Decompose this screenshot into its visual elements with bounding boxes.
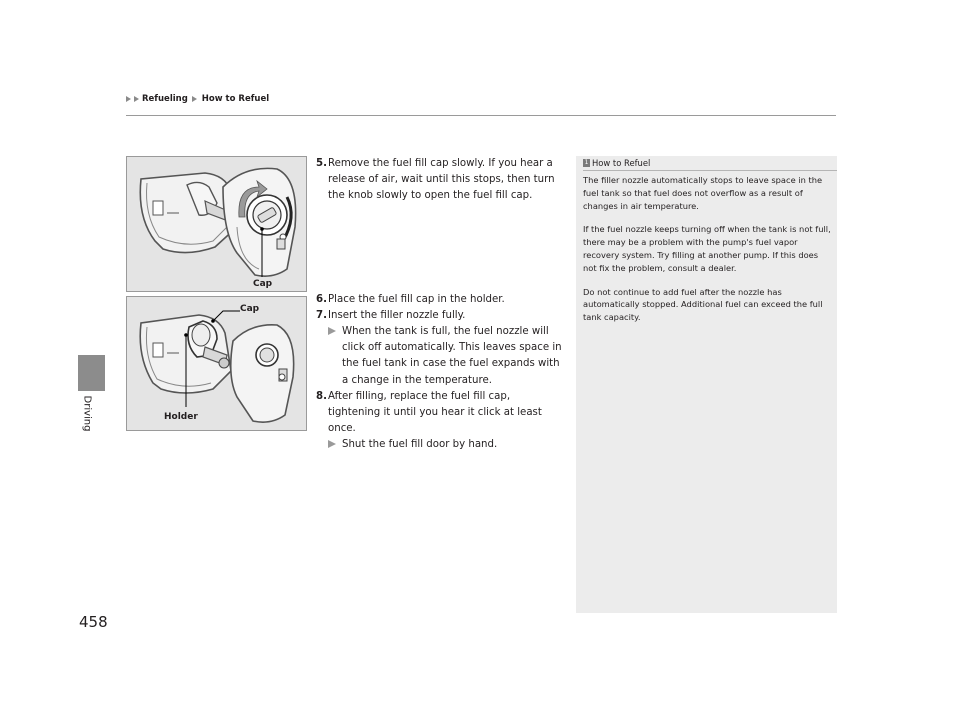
step-subtext: When the tank is full, the fuel nozzle will click off automatically. This leaves space in the fuel tank in case the fuel expands with a change in the temperature. bbox=[342, 326, 562, 386]
step-number: 6. bbox=[316, 293, 327, 305]
fuel-cap-removal-illustration bbox=[126, 156, 307, 292]
header-divider bbox=[126, 115, 836, 116]
step-number: 5. bbox=[316, 158, 327, 169]
step-8 bbox=[316, 389, 562, 438]
step-number: 8. bbox=[316, 390, 327, 402]
step-number: 7. bbox=[316, 309, 327, 321]
fuel-cap-holder-illustration bbox=[126, 296, 307, 431]
breadcrumb-page[interactable]: How to Refuel bbox=[201, 94, 270, 104]
refuel-steps bbox=[316, 156, 562, 454]
chapter-tab[interactable] bbox=[78, 355, 105, 391]
step-8-note bbox=[316, 437, 562, 453]
fuel-door-open-cap-drawing bbox=[127, 157, 306, 291]
cap-callout-label: Cap bbox=[253, 279, 273, 289]
chapter-label: Driving bbox=[81, 395, 93, 432]
note-paragraph: Do not continue to add fuel after the nozzle has automatically stopped. Additional fuel can exceed the full tank capacity. bbox=[583, 286, 823, 323]
breadcrumb-arrow-icon bbox=[134, 96, 139, 102]
cap-callout-label: Cap bbox=[240, 304, 260, 314]
page-number: 458 bbox=[79, 613, 108, 631]
fuel-door-cap-holder-drawing bbox=[127, 297, 306, 430]
sidebar-note bbox=[576, 156, 837, 613]
note-paragraph: If the fuel nozzle keeps turning off when the tank is not full, there may be a problem with the pump's fuel vapor recovery system. Try filling at another pump. If this does not fix the problem, consult a dealer. bbox=[583, 224, 831, 273]
step-6 bbox=[316, 292, 562, 308]
breadcrumb-arrow-icon bbox=[126, 96, 131, 102]
holder-callout-label: Holder bbox=[164, 412, 198, 422]
breadcrumb-section[interactable]: Refueling bbox=[142, 94, 188, 104]
note-body bbox=[583, 174, 833, 335]
step-text: After filling, replace the fuel fill cap, tightening it until you hear it click at least once. bbox=[328, 390, 542, 435]
note-divider bbox=[583, 170, 837, 171]
step-text: Insert the filler nozzle fully. bbox=[328, 309, 466, 321]
step-text: Remove the fuel fill cap slowly. If you hear a release of air, wait until this stops, then turn the knob slowly to open the fuel fill cap. bbox=[328, 158, 555, 202]
breadcrumb-arrow-icon bbox=[192, 96, 197, 102]
note-paragraph: The filler nozzle automatically stops to leave space in the fuel tank so that fuel does not overflow as a result of changes in air temperature. bbox=[583, 175, 823, 211]
arrow-right-icon bbox=[328, 437, 342, 453]
note-title: How to Refuel bbox=[592, 158, 651, 168]
note-heading[interactable] bbox=[583, 158, 650, 168]
breadcrumb bbox=[126, 94, 269, 104]
arrow-right-icon bbox=[328, 324, 342, 389]
step-text: Place the fuel fill cap in the holder. bbox=[328, 293, 505, 305]
step-7 bbox=[316, 308, 562, 324]
step-subtext: Shut the fuel fill door by hand. bbox=[342, 439, 498, 451]
step-7-note bbox=[316, 324, 562, 389]
step-5 bbox=[316, 156, 562, 205]
note-reference-icon: 1 bbox=[584, 159, 589, 166]
